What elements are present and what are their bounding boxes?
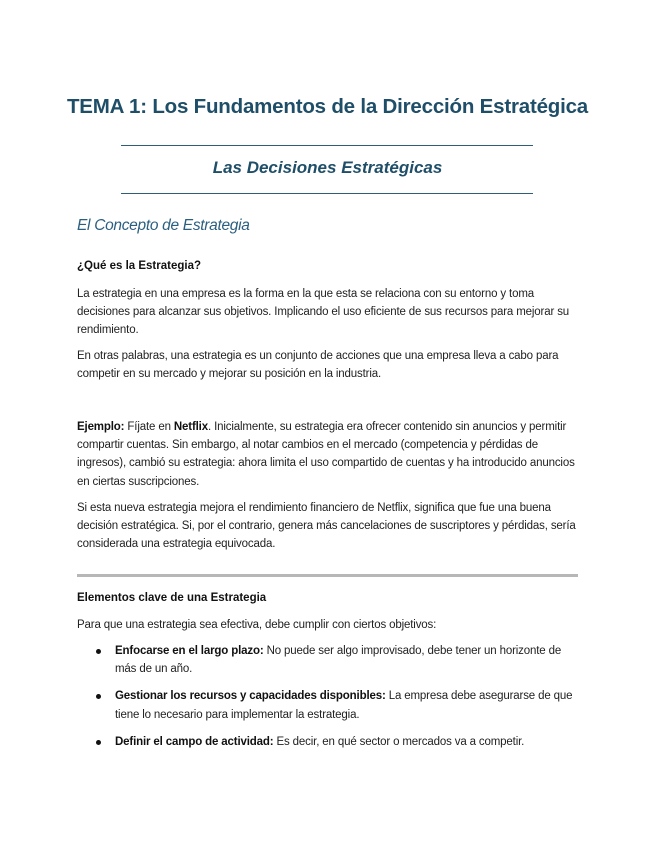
example-paragraph-2: Si esta nueva estrategia mejora el rendimiento financiero de Netflix, significa que fue una buena decisión estratégica. Si, por el contrario, genera más cancelaciones de suscriptores y pérdidas, sería considerada una estrategia equivocada. bbox=[77, 502, 576, 551]
list-item-term: Enfocarse en el largo plazo: bbox=[115, 645, 264, 657]
key-elements-list bbox=[77, 642, 582, 760]
what-is-paragraph-1: La estrategia en una empresa es la forma en la que esta se relaciona con su entorno y toma decisiones para alcanzar sus objetivos. Implicando el uso eficiente de sus recursos para mejorar su rendimiento. bbox=[77, 288, 570, 337]
list-item bbox=[77, 642, 582, 678]
example-paragraph bbox=[77, 418, 582, 491]
list-item-desc: La empresa debe asegurarse de que tiene lo necesario para implementar la estrategia. bbox=[115, 690, 573, 721]
example-text-after: . Inicialmente, su estrategia era ofrecer contenido sin anuncios y permitir compartir cuentas. Sin embargo, al notar cambios en el mercado (competencia y pérdidas de ingresos), cambió su estrategia: ahora limita el uso compartido de cuentas y ha introducido anuncios en ciertas suscripciones. bbox=[77, 421, 575, 488]
list-item-term: Gestionar los recursos y capacidades disponibles: bbox=[115, 690, 386, 703]
bullet-icon bbox=[96, 740, 101, 745]
list-item-term: Definir el campo de actividad: bbox=[115, 735, 274, 748]
title-divider-bottom bbox=[121, 193, 533, 194]
what-is-heading: ¿Qué es la Estrategia? bbox=[77, 260, 201, 272]
list-item-desc: Es decir, en qué sector o mercados va a competir. bbox=[273, 735, 525, 748]
example-brand: Netflix bbox=[173, 421, 208, 433]
list-item bbox=[77, 733, 582, 751]
what-is-paragraph-2: En otras palabras, una estrategia es un conjunto de acciones que una empresa lleva a cabo para competir en su mercado y mejorar su posición en la industria. bbox=[77, 350, 559, 381]
bullet-icon bbox=[96, 694, 101, 699]
document-title: TEMA 1: Los Fundamentos de la Dirección Estratégica bbox=[66, 95, 589, 118]
example-text-before: Fíjate en bbox=[124, 421, 174, 433]
document-subtitle: Las Decisiones Estratégicas bbox=[212, 158, 443, 177]
section-heading: El Concepto de Estrategia bbox=[77, 217, 250, 234]
key-elements-intro: Para que una estrategia sea efectiva, debe cumplir con ciertos objetivos: bbox=[77, 619, 437, 631]
example-label: Ejemplo: bbox=[77, 421, 125, 433]
list-item-desc: No puede ser algo improvisado, debe tener un horizonte de más de un año. bbox=[115, 645, 562, 676]
key-elements-heading: Elementos clave de una Estrategia bbox=[77, 592, 267, 604]
list-item bbox=[77, 687, 582, 723]
title-divider-top bbox=[121, 145, 533, 146]
bullet-icon bbox=[96, 649, 101, 654]
section-divider bbox=[77, 574, 578, 577]
